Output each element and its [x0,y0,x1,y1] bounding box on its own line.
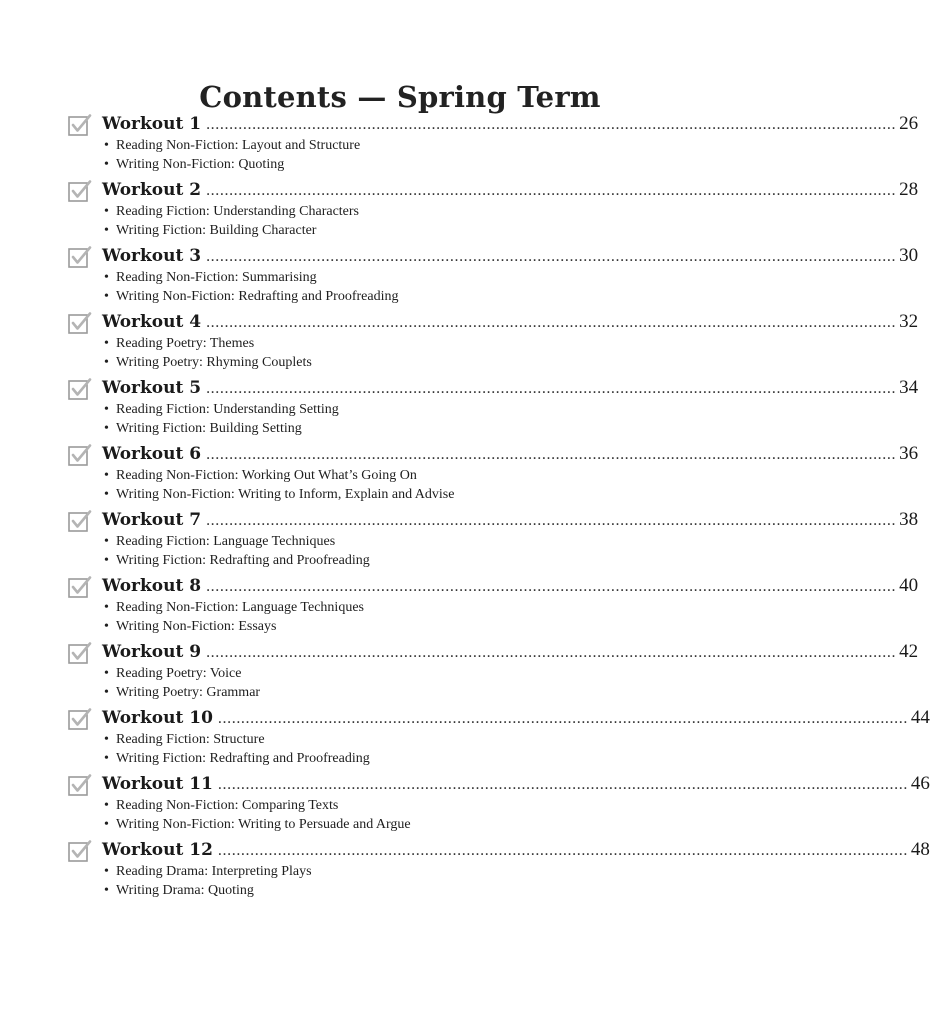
topic-list [104,334,312,372]
topic-text: Reading Poetry: Themes [116,336,255,351]
bullet-icon: • [104,223,109,238]
checkbox-checked-icon[interactable] [68,378,92,400]
bullet-icon: • [104,666,109,681]
topic-item [104,881,312,900]
bullet-icon: • [104,270,109,285]
topic-item [104,617,364,636]
entry-heading-row[interactable] [102,443,919,467]
topic-text: Reading Drama: Interpreting Plays [116,864,312,879]
workout-title: Workout 4 [102,312,202,332]
entry-heading-row[interactable] [102,707,930,731]
topic-item [104,749,370,768]
bullet-icon: • [104,421,109,436]
topic-text: Reading Non-Fiction: Language Techniques [116,600,364,615]
page-number: 40 [899,575,919,596]
topic-item [104,221,359,240]
entry-heading-row[interactable] [102,509,919,533]
bullet-icon: • [104,355,109,370]
workout-title: Workout 10 [102,708,213,728]
page-number: 36 [899,443,919,464]
checkbox-checked-icon[interactable] [68,180,92,202]
entry-heading-row[interactable] [102,773,930,797]
topic-text: Writing Fiction: Redrafting and Proofreading [116,751,370,766]
topic-item [104,334,312,353]
topic-text: Writing Fiction: Building Setting [116,421,302,436]
dot-leader: ...................................................................................................................................................... [217,776,908,793]
bullet-icon: • [104,553,109,568]
bullet-icon: • [104,534,109,549]
topic-item [104,466,454,485]
checkbox-checked-icon[interactable] [68,312,92,334]
topic-item [104,419,339,438]
bullet-icon: • [104,798,109,813]
bullet-icon: • [104,157,109,172]
topic-list [104,400,339,438]
entry-heading-row[interactable] [102,179,919,203]
dot-leader: ...................................................................................................................................................... [206,644,897,661]
contents-entry-workout-10 [68,704,930,770]
contents-entry-workout-4 [68,308,919,374]
bullet-icon: • [104,685,109,700]
page-number: 44 [910,707,930,728]
dot-leader: ...................................................................................................................................................... [206,512,897,529]
topic-text: Reading Fiction: Understanding Setting [116,402,339,417]
contents-entry-workout-3 [68,242,919,308]
topic-text: Writing Drama: Quoting [116,883,254,898]
topic-item [104,268,399,287]
dot-leader: ...................................................................................................................................................... [206,380,897,397]
topic-text: Reading Fiction: Structure [116,732,265,747]
checkbox-checked-icon[interactable] [68,444,92,466]
workout-title: Workout 5 [102,378,202,398]
page-number: 48 [910,839,930,860]
contents-entry-workout-9 [68,638,919,704]
topic-item [104,683,260,702]
bullet-icon: • [104,817,109,832]
workout-title: Workout 1 [102,114,202,134]
topic-list [104,598,364,636]
contents-entry-workout-5 [68,374,919,440]
topic-item [104,202,359,221]
bullet-icon: • [104,138,109,153]
checkbox-checked-icon[interactable] [68,708,92,730]
topic-item [104,485,454,504]
dot-leader: ...................................................................................................................................................... [217,842,908,859]
topic-list [104,202,359,240]
topic-item [104,400,339,419]
checkbox-checked-icon[interactable] [68,510,92,532]
topic-text: Writing Non-Fiction: Writing to Inform, Explain and Advise [116,487,455,502]
topic-list [104,664,260,702]
bullet-icon: • [104,751,109,766]
topic-item [104,815,411,834]
dot-leader: ...................................................................................................................................................... [217,710,908,727]
bullet-icon: • [104,600,109,615]
topic-text: Reading Non-Fiction: Comparing Texts [116,798,339,813]
entry-heading-row[interactable] [102,377,919,401]
topic-item [104,664,260,683]
bullet-icon: • [104,336,109,351]
topic-text: Writing Non-Fiction: Writing to Persuade and Argue [116,817,411,832]
dot-leader: ...................................................................................................................................................... [206,578,897,595]
bullet-icon: • [104,402,109,417]
entry-heading-row[interactable] [102,245,919,269]
contents-entry-workout-8 [68,572,919,638]
topic-item [104,551,370,570]
topic-item [104,730,370,749]
topic-text: Writing Fiction: Building Character [116,223,317,238]
workout-title: Workout 7 [102,510,202,530]
dot-leader: ...................................................................................................................................................... [206,182,897,199]
workout-title: Workout 9 [102,642,202,662]
topic-text: Reading Poetry: Voice [116,666,242,681]
workout-title: Workout 11 [102,774,213,794]
checkbox-checked-icon[interactable] [68,642,92,664]
entry-heading-row[interactable] [102,839,930,863]
contents-entry-workout-6 [68,440,919,506]
entry-heading-row[interactable] [102,311,919,335]
topic-text: Writing Non-Fiction: Quoting [116,157,285,172]
page-number: 30 [899,245,919,266]
dot-leader: ...................................................................................................................................................... [206,116,897,133]
dot-leader: ...................................................................................................................................................... [206,248,897,265]
bullet-icon: • [104,732,109,747]
workout-title: Workout 6 [102,444,202,464]
topic-item [104,796,411,815]
topic-list [104,136,360,174]
checkbox-checked-icon[interactable] [68,840,92,862]
bullet-icon: • [104,864,109,879]
topic-item [104,532,370,551]
topic-text: Reading Fiction: Language Techniques [116,534,336,549]
page-number: 42 [899,641,919,662]
topic-text: Writing Poetry: Rhyming Couplets [116,355,312,370]
topic-list [104,466,454,504]
checkbox-checked-icon[interactable] [68,246,92,268]
workout-title: Workout 2 [102,180,202,200]
topic-text: Writing Non-Fiction: Redrafting and Proofreading [116,289,399,304]
topic-text: Writing Fiction: Redrafting and Proofreading [116,553,370,568]
page-number: 26 [899,113,919,134]
page-number: 38 [899,509,919,530]
topic-item [104,136,360,155]
topic-text: Reading Non-Fiction: Layout and Structure [116,138,361,153]
topic-list [104,862,312,900]
bullet-icon: • [104,468,109,483]
workout-title: Workout 8 [102,576,202,596]
topic-list [104,730,370,768]
bullet-icon: • [104,487,109,502]
page-number: 34 [899,377,919,398]
contents-entry-workout-7 [68,506,919,572]
topic-list [104,532,370,570]
page-title: Contents — Spring Term [199,80,601,115]
topic-list [104,268,399,306]
entry-heading-row[interactable] [102,641,919,665]
topic-item [104,353,312,372]
dot-leader: ...................................................................................................................................................... [206,446,897,463]
checkbox-checked-icon[interactable] [68,774,92,796]
page-number: 28 [899,179,919,200]
bullet-icon: • [104,883,109,898]
checkbox-checked-icon[interactable] [68,576,92,598]
page-number: 32 [899,311,919,332]
dot-leader: ...................................................................................................................................................... [206,314,897,331]
bullet-icon: • [104,289,109,304]
contents-entry-workout-2 [68,176,919,242]
topic-item [104,287,399,306]
topic-text: Reading Fiction: Understanding Characters [116,204,359,219]
topic-item [104,862,312,881]
topic-list [104,796,411,834]
contents-entry-workout-11 [68,770,930,836]
contents-entry-workout-12 [68,836,930,902]
bullet-icon: • [104,204,109,219]
topic-item [104,598,364,617]
contents-entry-workout-1 [68,110,919,176]
workout-title: Workout 12 [102,840,213,860]
topic-text: Writing Non-Fiction: Essays [116,619,277,634]
topic-text: Reading Non-Fiction: Working Out What’s Going On [116,468,417,483]
workout-title: Workout 3 [102,246,202,266]
contents-list [68,110,930,902]
entry-heading-row[interactable] [102,575,919,599]
entry-heading-row[interactable] [102,113,919,137]
bullet-icon: • [104,619,109,634]
topic-item [104,155,360,174]
page-number: 46 [910,773,930,794]
topic-text: Reading Non-Fiction: Summarising [116,270,317,285]
topic-text: Writing Poetry: Grammar [116,685,261,700]
checkbox-checked-icon[interactable] [68,114,92,136]
